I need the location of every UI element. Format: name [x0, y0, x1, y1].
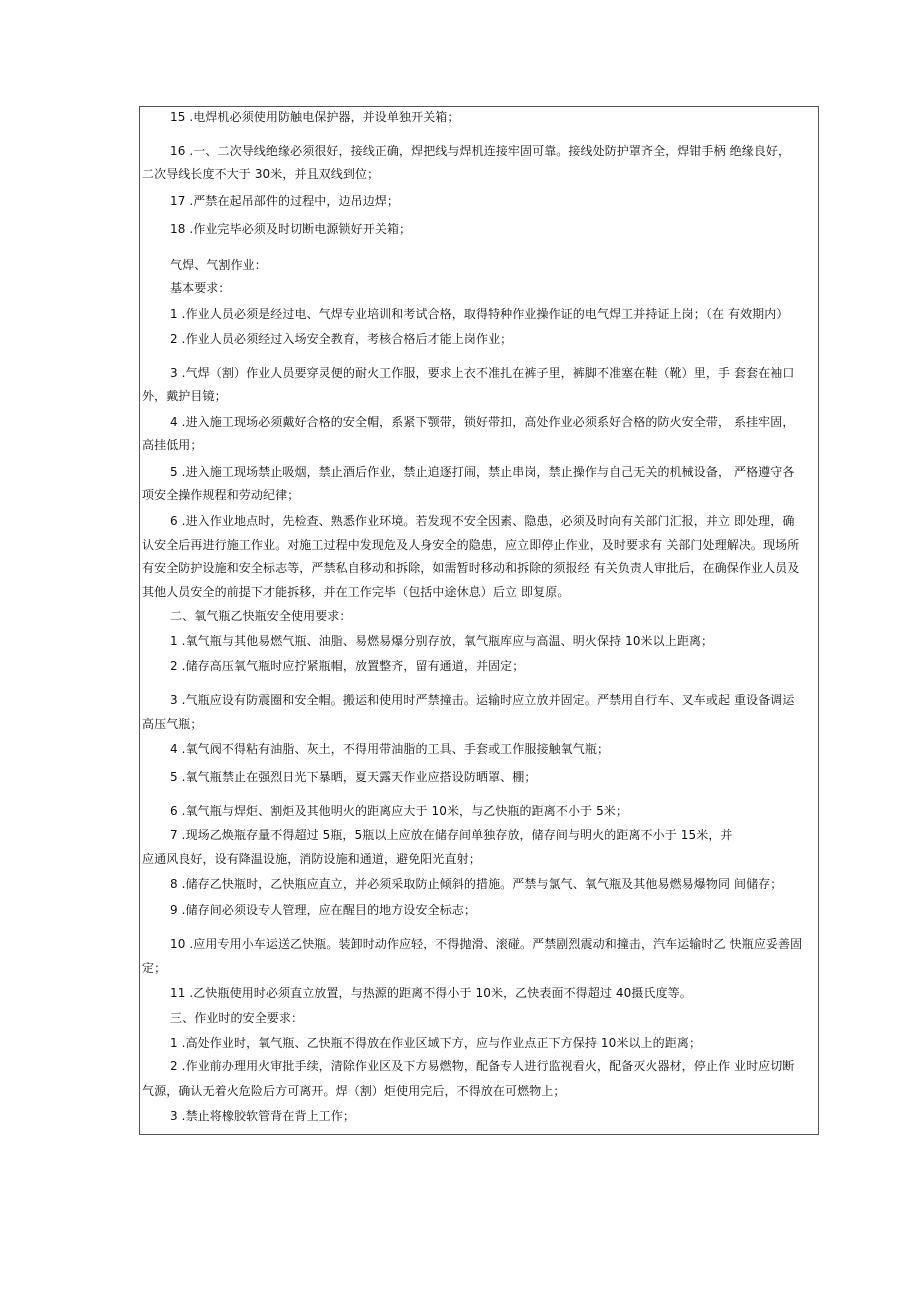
text-line: 3 .气焊（割）作业人员要穿灵便的耐火工作服，要求上衣不准扎在裤子里，裤脚不准塞在鞋（靴）里，手 套套在袖口: [170, 366, 795, 380]
text-line: 外，戴护目镜；: [142, 389, 227, 403]
text-line: 2 .作业前办理用火审批手续，清除作业区及下方易燃物，配备专人进行监视看火，配备灭火器材，停止作 业时应切断: [170, 1059, 795, 1073]
text-line: 高挂低用；: [142, 438, 203, 452]
text-line: 高压气瓶；: [142, 717, 203, 731]
text-line: 8 .储存乙快瓶时，乙快瓶应直立，并必须采取防止倾斜的措施。严禁与氯气、氧气瓶及其他易燃易爆物同 间储存；: [170, 877, 783, 891]
text-line: 项安全操作规程和劳动纪律；: [142, 488, 300, 502]
text-line: 3 .气瓶应设有防震圈和安全帽。搬运和使用时严禁撞击。运输时应立放并固定。严禁用自行车、叉车或起 重设备调运: [170, 693, 795, 707]
text-line: 17 .严禁在起吊部件的过程中，边吊边焊；: [170, 194, 399, 208]
text-line: 气焊、气割作业：: [170, 258, 267, 272]
text-line: 6 .进入作业地点时，先检查、熟悉作业环境。若发现不安全因素、隐患，必须及时向有关部门汇报，并立 即处理，确: [170, 514, 795, 528]
text-line: 16 .一、二次导线绝缘必须很好，接线正确，焊把线与焊机连接牢固可靠。接线处防护罩齐全，焊钳手柄 绝缘良好，: [170, 144, 791, 158]
text-line: 9 .储存间必须设专人管理，应在醒目的地方设安全标志；: [170, 903, 476, 917]
text-line: 有安全防护设施和安全标志等，严禁私自移动和拆除，如需暂时移动和拆除的须报经 有关负责人审批后，在确保作业人员及: [142, 561, 800, 575]
text-line: 1 .高处作业时，氧气瓶、乙快瓶不得放在作业区域下方，应与作业点正下方保持 10米以上的距离；: [170, 1036, 702, 1050]
text-line: 4 .进入施工现场必须戴好合格的安全帽，系紧下颚带，锁好带扣，高处作业必须系好合格的防火安全带， 系挂牢固，: [170, 415, 795, 429]
text-line: 基本要求：: [170, 281, 231, 295]
text-line: 4 .氧气阀不得粘有油脂、灰土，不得用带油脂的工具、手套或工作服接触氧气瓶；: [170, 742, 610, 756]
text-line: 定；: [142, 961, 167, 975]
text-line: 10 .应用专用小车运送乙快瓶。装卸时动作应轻，不得抛滑、滚碰。严禁剧烈震动和撞击，汽车运输时乙 快瓶应妥善固: [170, 937, 803, 951]
text-line: 3 .禁止将橡胶软管背在背上工作；: [170, 1109, 355, 1123]
text-line: 2 .储存高压氧气瓶时应拧紧瓶帽，放置整齐，留有通道，并固定；: [170, 659, 525, 673]
text-line: 气源，确认无着火危险后方可离开。焊（割）炬使用完后，不得放在可燃物上；: [142, 1084, 566, 1098]
text-line: 5 .氧气瓶禁止在强烈日光下暴晒，夏天露天作业应搭设防晒罩、棚；: [170, 770, 537, 784]
text-line: 其他人员安全的前提下才能拆移，并在工作完毕（包括中途休息）后立 即复原。: [142, 585, 570, 599]
text-line: 11 .乙快瓶使用时必须直立放置，与热源的距离不得小于 10米，乙快表面不得超过 40摄氏度等。: [170, 986, 692, 1000]
text-line: 认安全后再进行施工作业。对施工过程中发现危及人身安全的隐患，应立即停止作业，及时要求有 关部门处理解决。现场所: [142, 538, 800, 552]
document-frame: [139, 106, 819, 1135]
text-line: 6 .氧气瓶与焊炬、割炬及其他明火的距离应大于 10米，与乙快瓶的距离不小于 5米；: [170, 804, 628, 818]
text-line: 1 .氧气瓶与其他易燃气瓶、油脂、易燃易爆分别存放，氧气瓶库应与高温、明火保持 10米以上距离；: [170, 634, 714, 648]
text-line: 三、作业时的安全要求：: [170, 1011, 304, 1025]
text-line: 5 .进入施工现场禁止吸烟，禁止酒后作业，禁止追逐打闹，禁止串岗，禁止操作与自己无关的机械设备， 严格遵守各: [170, 465, 795, 479]
text-line: 1 .作业人员必须是经过电、气焊专业培训和考试合格，取得特种作业操作证的电气焊工并持证上岗；（在 有效期内）: [170, 307, 789, 321]
text-line: 2 .作业人员必须经过入场安全教育，考核合格后才能上岗作业；: [170, 332, 513, 346]
text-line: 18 .作业完毕必须及时切断电源锁好开关箱；: [170, 222, 412, 236]
text-line: 二、氧气瓶乙快瓶安全使用要求：: [170, 609, 352, 623]
text-line: 二次导线长度不大于 30米，并且双线到位；: [142, 167, 380, 181]
text-line: 15 .电焊机必须使用防触电保护器，并设单独开关箱；: [170, 110, 460, 124]
text-line: 7 .现场乙焕瓶存量不得超过 5瓶，5瓶以上应放在储存间单独存放，储存间与明火的距离不小于 15米，并: [170, 828, 733, 842]
text-line: 应通风良好，设有降温设施，消防设施和通道，避免阳光直射；: [142, 852, 481, 866]
